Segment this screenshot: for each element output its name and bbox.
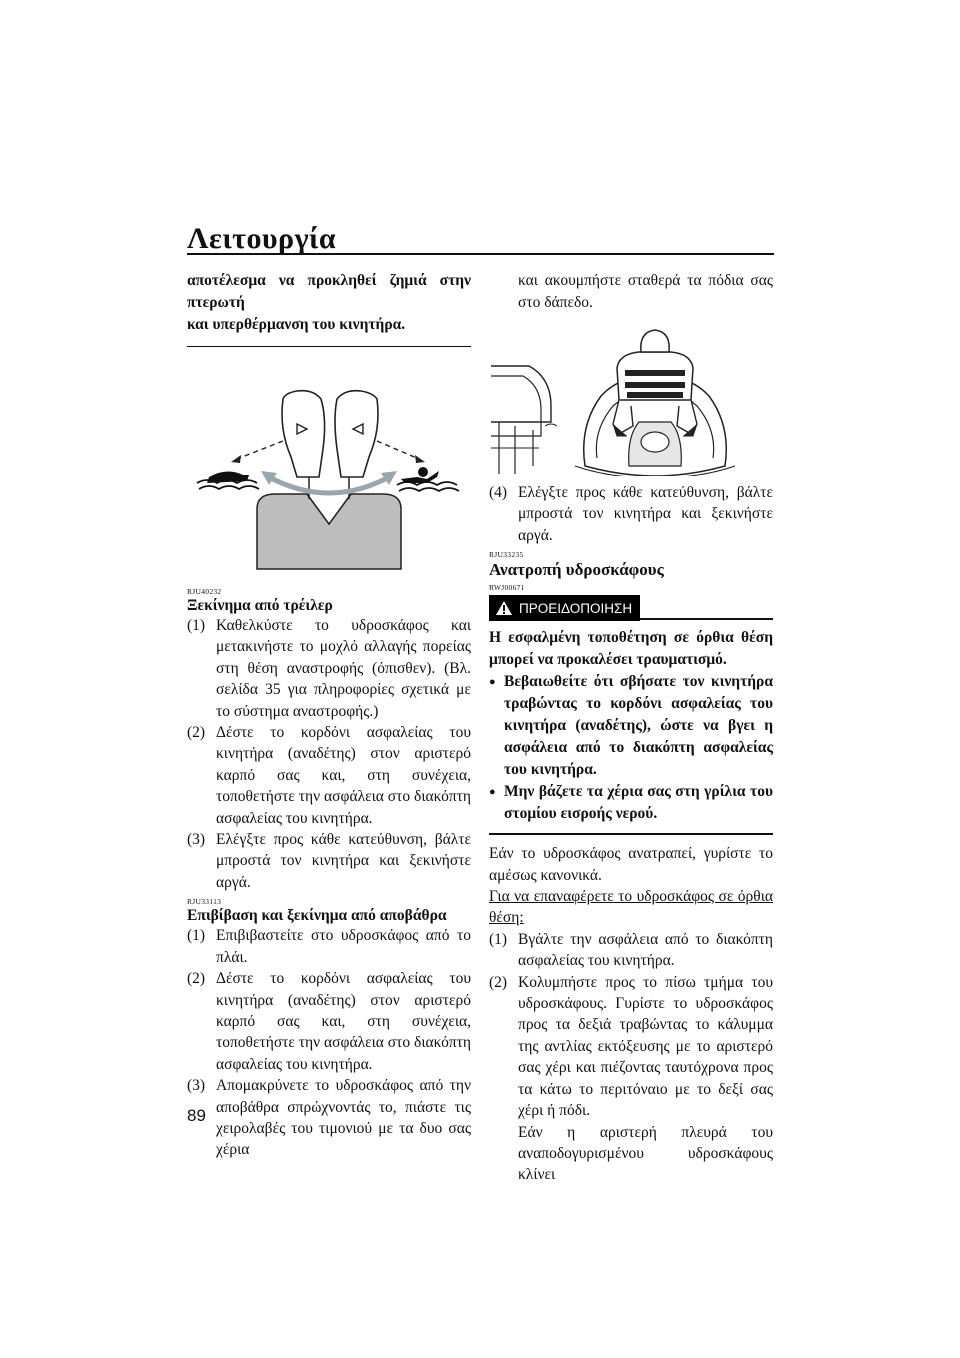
- page-title: Λειτουργία: [187, 222, 337, 255]
- intro-text-line-1: αποτέλεσμα να προκληθεί ζημιά στην πτερωτή: [187, 272, 471, 311]
- bullet-dot: ●: [489, 786, 496, 799]
- intro-text-line-2: και υπερθέρμανση του κινητήρα.: [187, 316, 406, 333]
- warning-bullet: [489, 781, 773, 825]
- section-heading: Ξεκίνημα από τρέιλερ: [187, 597, 333, 614]
- paragraph: Εάν η αριστερή πλευρά του αναποδογυρισμένου υδροσκάφους κλίνει: [518, 1123, 773, 1184]
- section-code: RJU40232: [187, 587, 222, 596]
- warning-code: RWJ00671: [489, 583, 525, 593]
- warning-bullet: [489, 671, 773, 781]
- list-item: [187, 968, 471, 1075]
- notice-end-rule: [187, 346, 471, 347]
- bullet-text: Βεβαιωθείτε ότι σβήσατε τον κινητήρα τραβώντας το κορδόνι ασφαλείας του κινητήρα (αναδέτης), ώστε να βγει η ασφάλεια από το διακόπτη ασφαλείας του κινητήρα.: [504, 673, 773, 779]
- item-text: Βγάλτε την ασφάλεια από το διακόπτη ασφαλείας του κινητήρα.: [518, 930, 773, 970]
- item-number: (1): [187, 617, 206, 634]
- list-item: [187, 1075, 471, 1161]
- list-item: [187, 722, 471, 829]
- warning-triangle-icon: [495, 600, 513, 616]
- warning-text: Η εσφαλμένη τοποθέτηση σε όρθια θέση μπορεί να προκαλέσει τραυματισμό.: [489, 629, 773, 669]
- section-code: RJU33235: [489, 550, 524, 560]
- section-code: RJU33113: [187, 897, 222, 907]
- item-text: Ελέγξτε προς κάθε κατεύθυνση, βάλτε μπροστά τον κινητήρα και ξεκινήστε αργά.: [216, 831, 471, 891]
- rider-on-craft-illustration: [489, 326, 773, 476]
- warning-label: ΠΡΟΕΙΔΟΠΟΙΗΣΗ: [519, 600, 633, 616]
- item-text: Δέστε το κορδόνι ασφαλείας του κινητήρα (αναδέτης) στον αριστερό καρπό σας και, στη συνέχεια, τοποθετήστε την ασφάλεια στο διακόπτη ασφαλείας του κινητήρα.: [216, 970, 471, 1073]
- underlined-subheading: Για να επαναφέρετε το υδροσκάφος σε όρθια θέση:: [489, 888, 773, 927]
- list-item: [187, 615, 471, 722]
- item-number: (1): [489, 930, 508, 948]
- item-number: (2): [187, 724, 206, 742]
- header-rule: [187, 253, 774, 255]
- item-number: (1): [187, 927, 206, 945]
- list-item: [187, 925, 471, 968]
- right-column: [489, 270, 773, 1186]
- bullet-dot: ●: [489, 676, 496, 689]
- item-text: Δέστε το κορδόνι ασφαλείας του κινητήρα (αναδέτης) στον αριστερό καρπό σας και, στη συνέχεια, τοποθετήστε την ασφάλεια στο διακόπτη ασφαλείας του κινητήρα.: [216, 724, 471, 827]
- list-item: [489, 482, 773, 546]
- item-number: (2): [489, 973, 508, 991]
- item-text: Επιβιβαστείτε στο υδροσκάφος από το πλάι.: [216, 927, 471, 966]
- warning-bottom-rule: [489, 833, 773, 835]
- list-item: [187, 829, 471, 893]
- bullet-text: Μην βάζετε τα χέρια σας στη γρίλια του στομίου εισροής νερού.: [504, 783, 773, 823]
- left-column: [187, 270, 471, 1161]
- list-item: [489, 972, 773, 1122]
- section-heading: Ανατροπή υδροσκάφους: [489, 560, 664, 580]
- item-text: Καθελκύστε το υδροσκάφος και μετακινήστε το μοχλό αλλαγής πορείας στη θέση αναστροφής (όπισθεν). (Βλ. σελίδα 35 για πληροφορίες σχετικά με το σύστημα αναστροφής.): [216, 617, 471, 720]
- warning-top-rule: [640, 618, 773, 620]
- list-item: [489, 929, 773, 972]
- item-text: Απομακρύνετε το υδροσκάφος από την αποβάθρα σπρώχνοντάς το, πιάστε τις χειρολαβές του τιμονιού με τα δυο σας χέρια: [216, 1077, 471, 1159]
- item-text: Κολυμπήστε προς το πίσω τμήμα του υδροσκάφους. Γυρίστε το υδροσκάφος προς τα δεξιά τραβώντας το κάλυμμα της αντλίας εκτόξευσης με το αριστερό σας χέρι και πιέζοντας ταυτόχρονα προς τα κάτω το περιτόναιο με το δεξί σας χέρι ή πόδι.: [518, 973, 773, 1120]
- item-number: (3): [187, 831, 206, 849]
- warning-banner: [489, 595, 773, 621]
- section-heading: Επιβίβαση και ξεκίνημα από αποβάθρα: [187, 907, 447, 925]
- item-number: (3): [187, 1077, 206, 1095]
- warning-label-box: [489, 595, 640, 621]
- page-number: 89: [187, 1106, 206, 1125]
- item-text: Ελέγξτε προς κάθε κατεύθυνση, βάλτε μπροστά τον κινητήρα και ξεκινήστε αργά.: [518, 484, 773, 544]
- paragraph: Εάν το υδροσκάφος ανατραπεί, γυρίστε το αμέσως κανονικά.: [489, 845, 773, 884]
- item-number: (4): [489, 484, 508, 501]
- item-number: (2): [187, 970, 206, 988]
- look-around-illustration: [187, 359, 471, 577]
- continued-text: και ακουμπήστε σταθερά τα πόδια σας στο δάπεδο.: [518, 272, 773, 311]
